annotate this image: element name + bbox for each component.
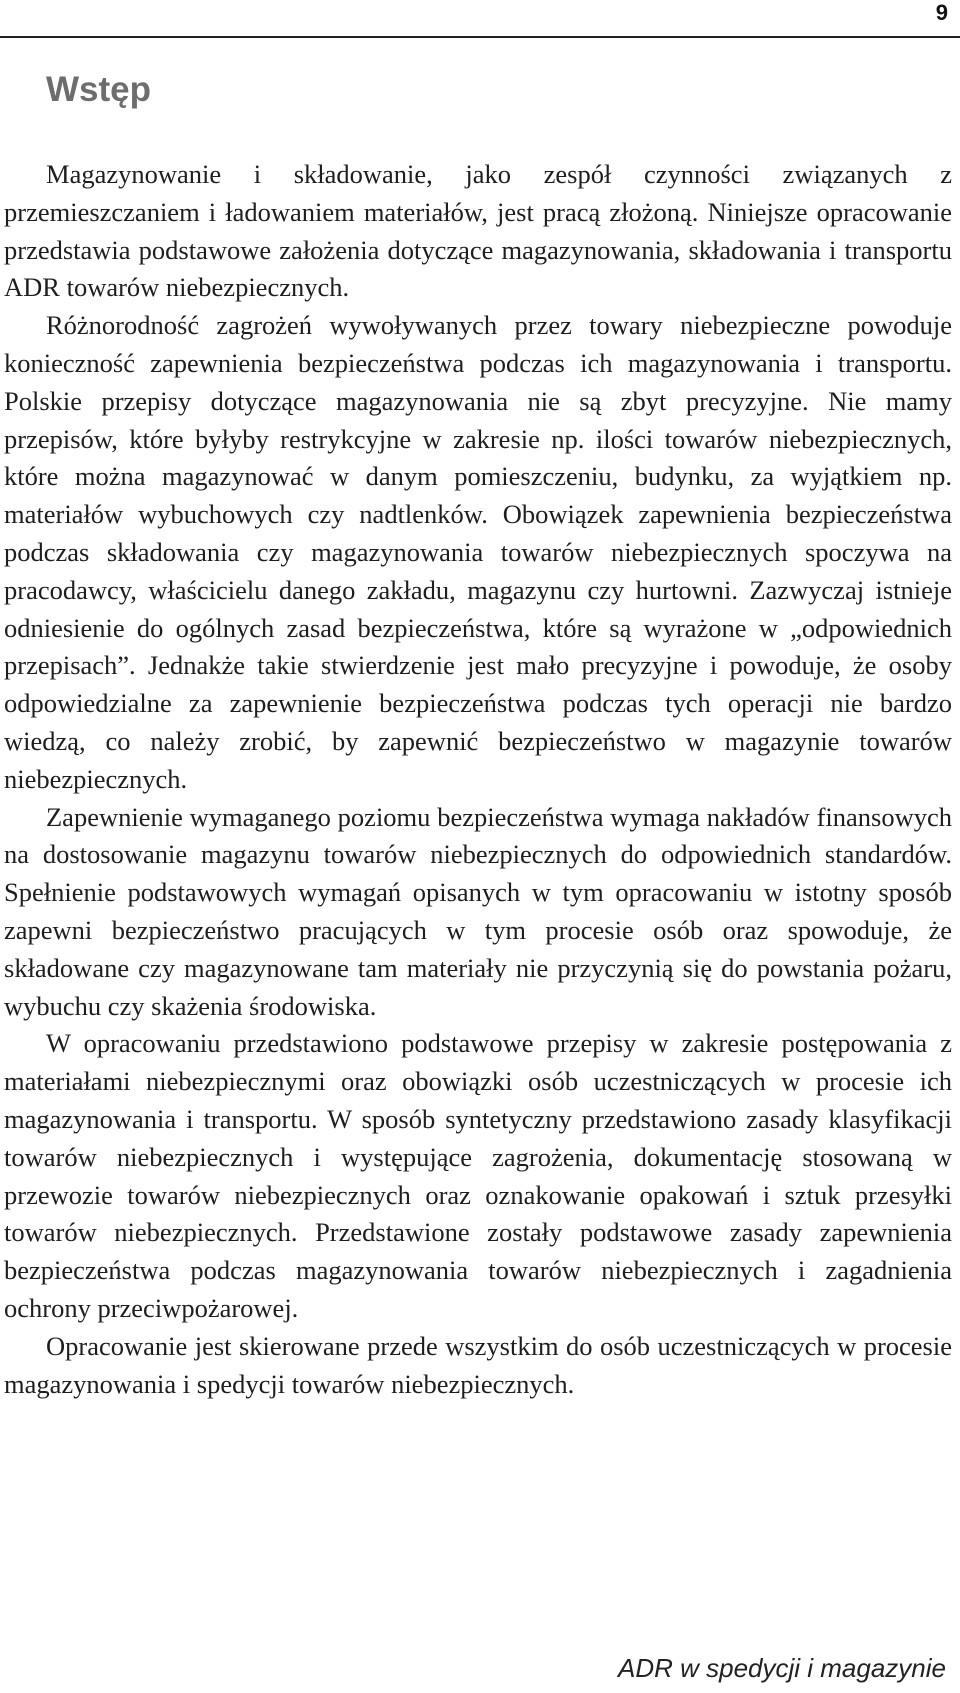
running-footer: ADR w spedycji i magazynie <box>617 1653 946 1683</box>
chapter-title: Wstęp <box>46 70 151 109</box>
paragraph: Zapewnienie wymaganego poziomu bezpieczeństwa wymaga nakładów finansowych na dostosowanie magazynu towarów niebezpiecznych do odpowiednich standardów. Spełnienie podstawowych wymagań opisanych w tym opracowaniu w istotny sposób zapewni bezpieczeństwo pracujących w tym procesie osób oraz spowoduje, że składowane czy magazynowane tam materiały nie przyczynią się do powstania pożaru, wybuchu czy skażenia środowiska. <box>4 801 952 1021</box>
page-number: 9 <box>935 0 948 25</box>
paragraph: Różnorodność zagrożeń wywoływanych przez towary niebezpieczne powoduje konieczność zapewnienia bezpieczeństwa podczas ich magazynowania i transportu. Polskie przepisy dotyczące magazynowania nie są zbyt precyzyjne. Nie mamy przepisów, które byłyby restrykcyjne w zakresie np. ilości towarów niebezpiecznych, które można magazynować w danym pomieszczeniu, budynku, za wyjątkiem np. materiałów wybuchowych czy nadtlenków. Obowiązek zapewnienia bezpieczeństwa podczas składowania czy magazynowania towarów niebezpiecznych spoczywa na pracodawcy, właścicielu danego zakładu, magazynu czy hurtowni. Zazwyczaj istnieje odniesienie do ogólnych zasad bezpieczeństwa, które są wyrażone w „odpowiednich przepisach”. Jednakże takie stwierdzenie jest mało precyzyjne i powoduje, że osoby odpowiedzialne za zapewnienie bezpieczeństwa podczas tych operacji nie bardzo wiedzą, co należy zrobić, by zapewnić bezpieczeństwo w magazynie towarów niebezpiecznych. <box>4 310 952 794</box>
paragraph: Magazynowanie i składowanie, jako zespół czynności związanych z przemieszczaniem i ładowaniem materiałów, jest pracą złożoną. Niniejsze opracowanie przedstawia podstawowe założenia dotyczące magazynowania, składowania i transportu ADR towarów niebezpiecznych. <box>4 159 952 303</box>
paragraph: Opracowanie jest skierowane przede wszystkim do osób uczestniczących w procesie magazynowania i spedycji towarów niebezpiecznych. <box>4 1330 952 1399</box>
paragraph: W opracowaniu przedstawiono podstawowe przepisy w zakresie postępowania z materiałami niebezpiecznymi oraz obowiązki osób uczestniczących w procesie ich magazynowania i transportu. W sposób syntetyczny przedstawiono zasady klasyfikacji towarów niebezpiecznych i występujące zagrożenia, dokumentację stosowaną w przewozie towarów niebezpiecznych oraz oznakowanie opakowań i sztuk przesyłki towarów niebezpiecznych. Przedstawione zostały podstawowe zasady zapewnienia bezpieczeństwa podczas magazynowania towarów niebezpiecznych i zagadnienia ochrony przeciwpożarowej. <box>4 1028 952 1323</box>
header-rule <box>0 36 960 38</box>
chapter-body <box>4 156 952 1403</box>
